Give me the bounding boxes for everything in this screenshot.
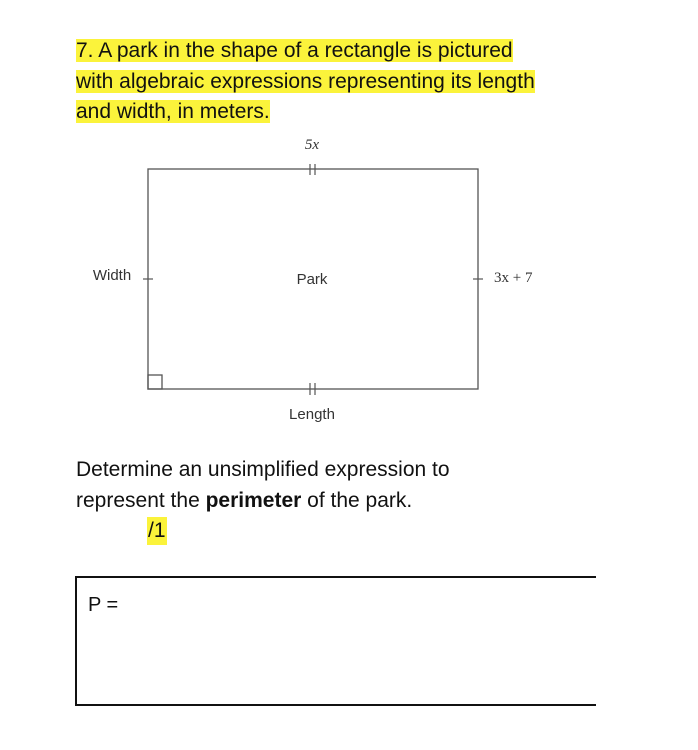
length-label: Length [289, 406, 335, 423]
question-line-2: with algebraic expressions representing its length [76, 69, 535, 93]
answer-label: P = [88, 594, 119, 616]
instruction-line-2-end: of the park. [301, 488, 413, 512]
answer-box[interactable] [75, 576, 596, 706]
right-side-label: 3x + 7 [494, 270, 533, 286]
question-line-3: and width, in meters. [76, 100, 270, 123]
instruction-text [76, 455, 596, 516]
width-label: Width [92, 267, 132, 284]
perimeter-term: perimeter [205, 488, 302, 512]
question-line-1: 7. A park in the shape of a rectangle is pictured [76, 39, 513, 62]
instruction-line-1: Determine an unsimplified expression to [76, 458, 450, 481]
right-angle-marker [148, 375, 162, 389]
score-label: /1 [147, 517, 167, 545]
top-side-label: 5x [304, 137, 320, 153]
instruction-line-2-start: represent the [76, 488, 206, 512]
park-label: Park [296, 271, 328, 288]
